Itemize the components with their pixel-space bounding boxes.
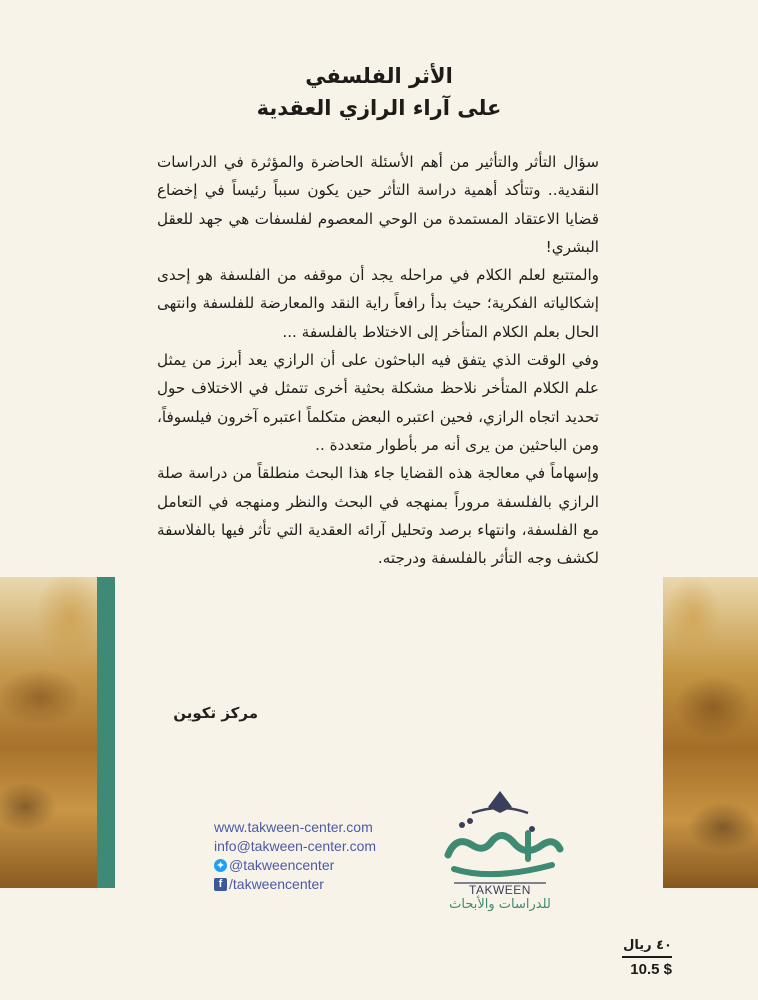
book-title-line1: الأثر الفلسفي — [305, 64, 453, 88]
price-sar: ٤٠ ريال — [623, 938, 672, 953]
price-usd: 10.5 $ — [630, 961, 672, 978]
email-link[interactable]: info@takween-center.com — [214, 838, 377, 854]
logo-subtitle: للدراسات والأبحاث — [449, 897, 551, 912]
tree-painting-right — [663, 577, 758, 888]
facebook-icon: f — [214, 878, 227, 891]
website-link[interactable]: www.takween-center.com — [214, 819, 373, 835]
book-title-line2: على آراء الرازي العقدية — [256, 96, 502, 120]
price-divider — [622, 956, 672, 958]
facebook-row — [214, 875, 414, 894]
green-stripe — [97, 577, 115, 888]
price-block — [602, 938, 672, 978]
twitter-handle[interactable]: @takweencenter — [229, 857, 335, 873]
signature: مركز تكوين — [173, 704, 258, 722]
logo-dot — [459, 822, 465, 828]
blurb — [157, 148, 599, 572]
blurb-paragraph-3: وفي الوقت الذي يتفق فيه الباحثون على أن الرازي يعد أبرز من يمثل علم الكلام المتأخر نلاحظ مشكلة بحثية أخرى تتمثل في الاختلاف حول تحديد اتجاه الرازي، فحين اعتبره البعض متكلماً اعتبره آخرون فيلسوفاً، ومن الباحثين من يرى أنه مر بأطوار متعددة .. — [157, 351, 599, 454]
blurb-paragraph-4: وإسهاماً في معالجة هذه القضايا جاء هذا البحث منطلقاً من دراسة صلة الرازي بالفلسفة مروراً بمنهجه في البحث والنظر ومنهجه في التعامل مع الفلسفة، وانتهاء برصد وتحليل آرائه العقدية التي تأثر فيها بالفلاسفة لكشف وجه التأثر بالفلسفة ودرجته. — [157, 464, 599, 568]
calligraphy-stroke — [448, 835, 560, 855]
tree-painting-left — [0, 577, 97, 888]
book-title — [150, 60, 608, 124]
blurb-paragraph-1: سؤال التأثر والتأثير من أهم الأسئلة الحاضرة والمؤثرة في الدراسات النقدية.. وتتأكد أهمية دراسة التأثر حين يكون سبباً رئيساً في إخضاع قضايا الاعتقاد المستمدة من الوحي المعصوم لفلسفات هي جهد للعقل البشري! — [157, 153, 599, 256]
twitter-row — [214, 856, 414, 875]
twitter-icon: ✦ — [215, 859, 226, 872]
email-row — [214, 837, 414, 856]
website-row — [214, 818, 414, 837]
logo-name: TAKWEEN — [469, 883, 531, 897]
calligraphy-base — [454, 865, 552, 874]
logo-dot — [467, 818, 473, 824]
facebook-handle[interactable]: /takweencenter — [229, 876, 324, 892]
contact-block — [214, 818, 414, 894]
blurb-paragraph-2: والمتتبع لعلم الكلام في مراحله يجد أن موقفه من الفلسفة هو إحدى إشكالياته الفكرية؛ حيث بدأ رافعاً راية النقد والمعارضة للفلسفة وانتهى الحال بعلم الكلام المتأخر إلى الاختلاط بالفلسفة ... — [157, 266, 599, 341]
